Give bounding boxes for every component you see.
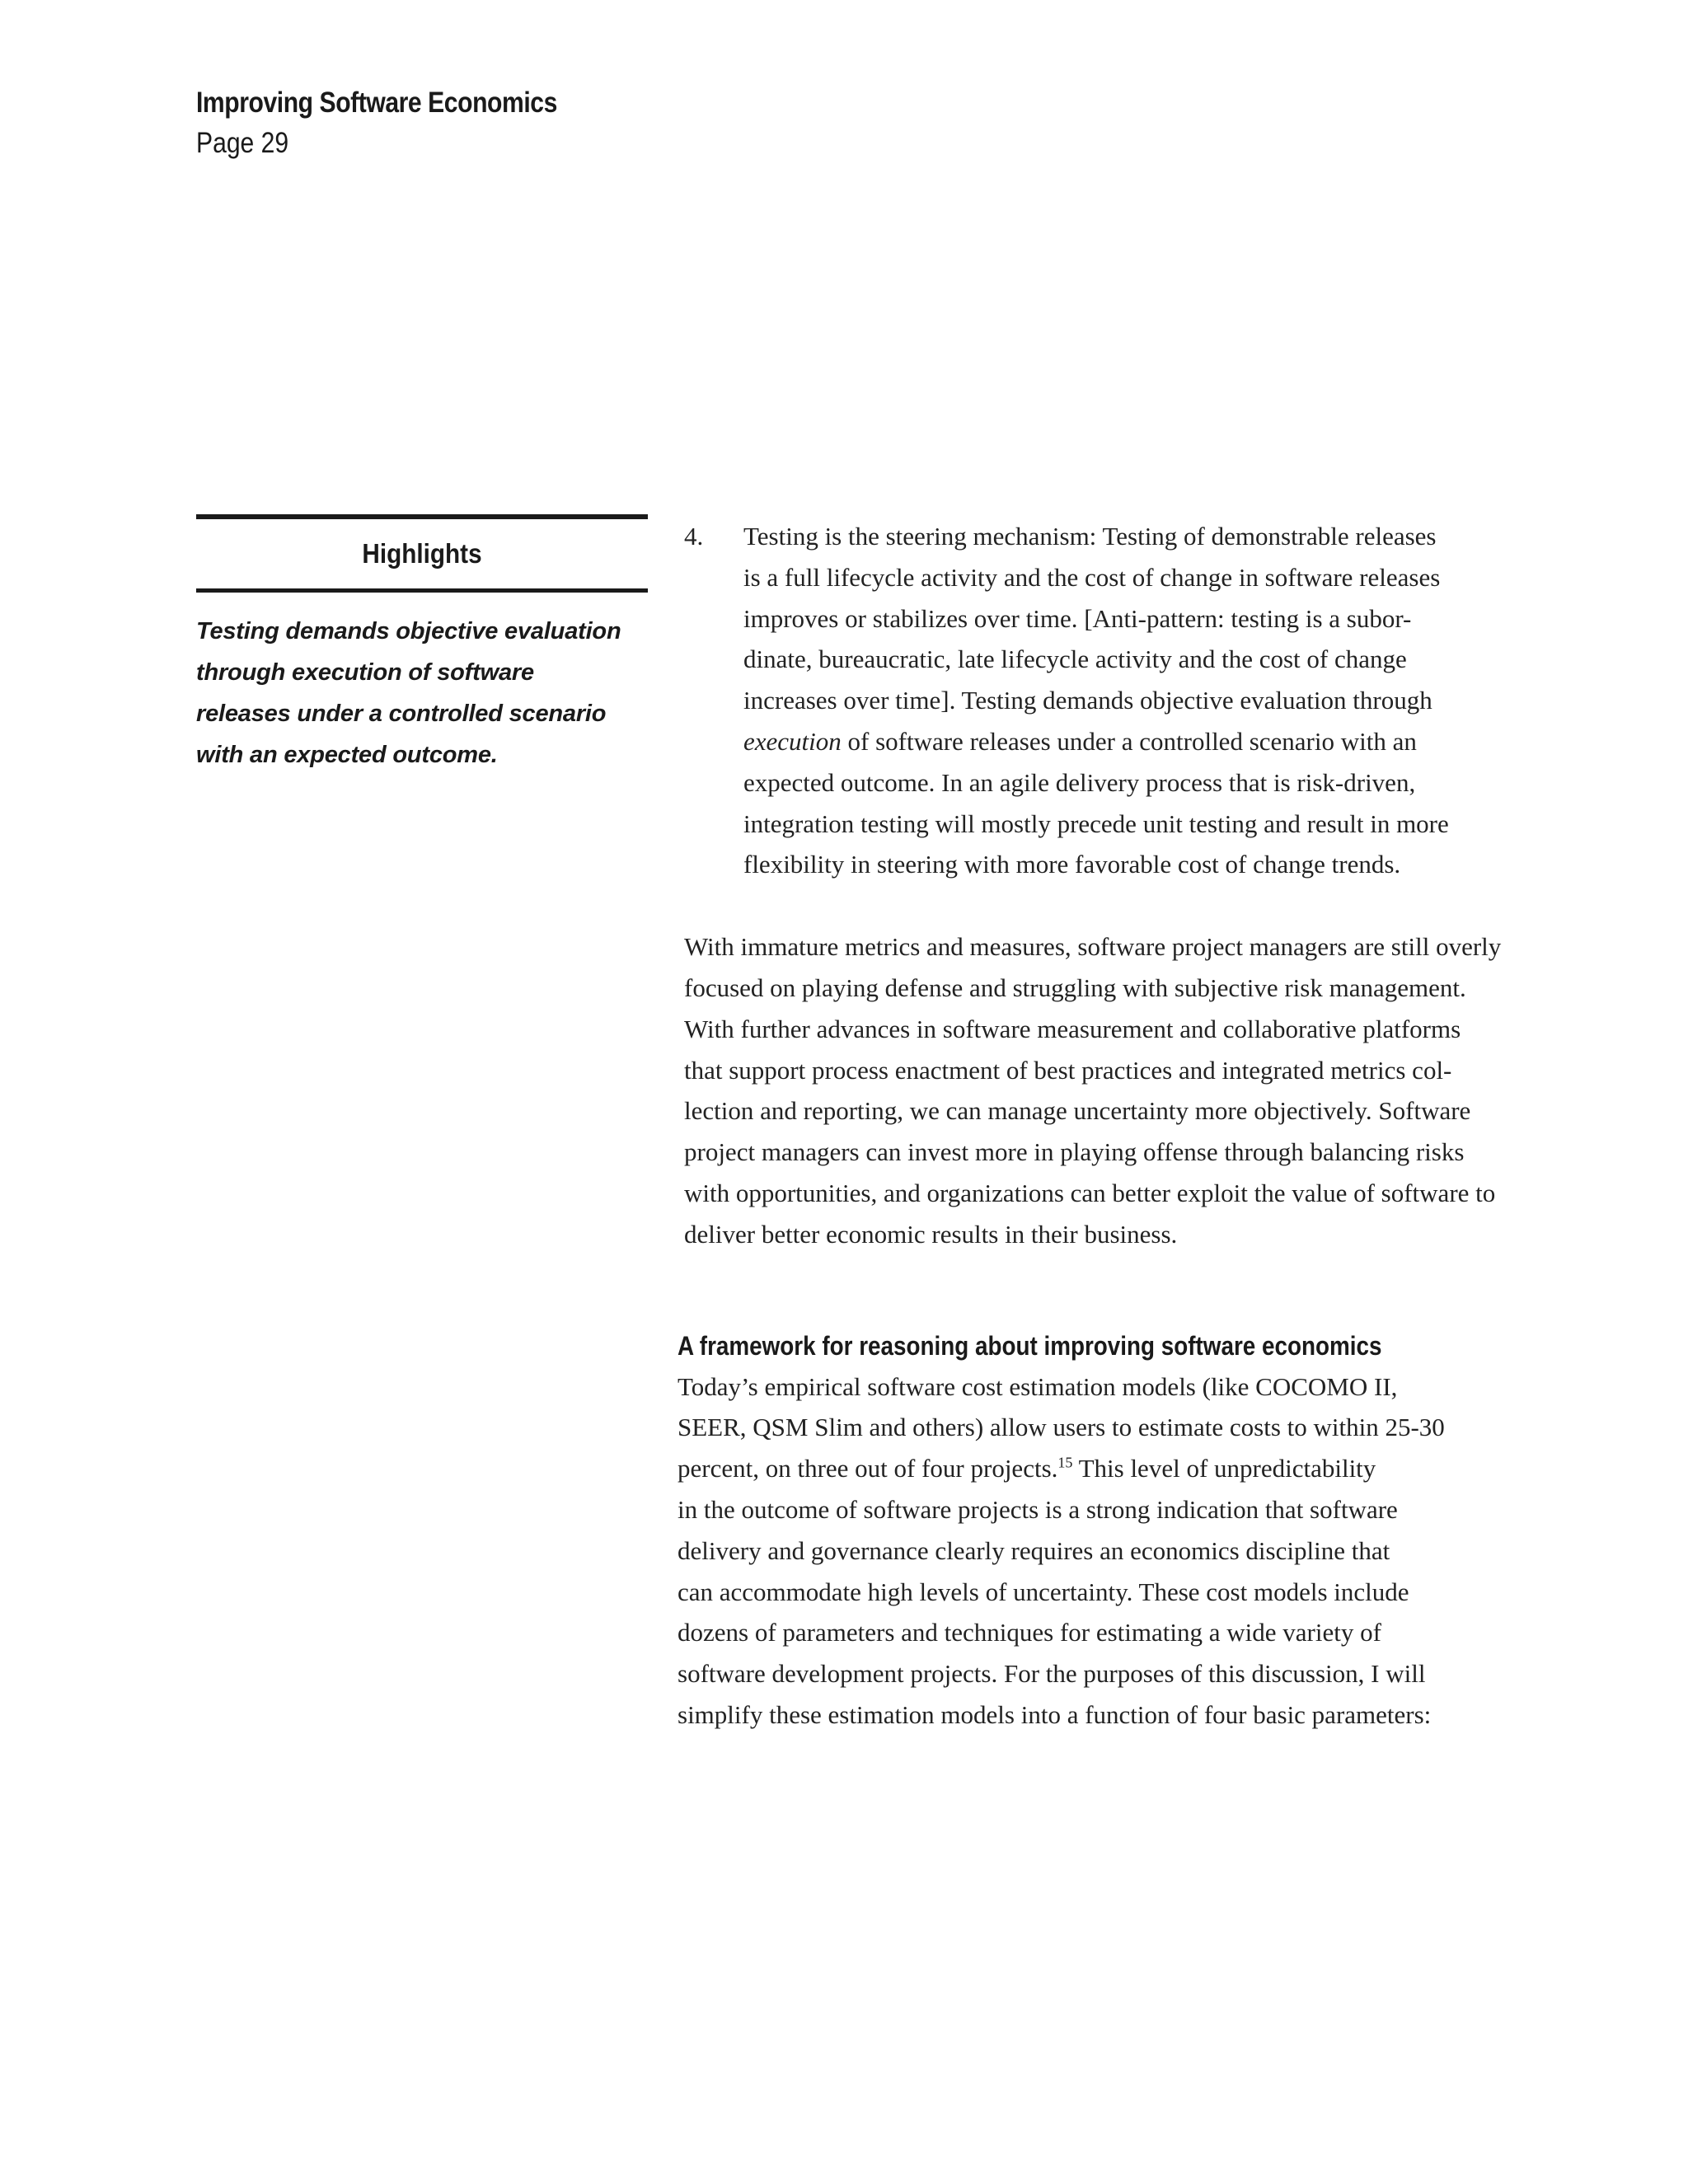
main-content [678,516,1592,1736]
list-line: Testing is the steering mechanism: Testing of demonstrable releases [743,522,1437,551]
paragraph-line: deliver better economic results in their business. [684,1219,1178,1249]
list-line-rest: of software releases under a controlled scenario with an [841,726,1417,756]
list-line: increases over time]. Testing demands objective evaluation through [743,686,1432,715]
highlights-sidebar [196,514,648,776]
list-line [743,721,1592,762]
list-line: flexibility in steering with more favorable cost of change trends. [743,850,1401,879]
framework-section [678,1325,1592,1736]
running-header [196,82,616,163]
paragraph-line: with opportunities, and organizations can better exploit the value of software to [684,1178,1496,1207]
paragraph-line: that support process enactment of best practices and integrated metrics col- [684,1055,1452,1085]
paragraph-line: project managers can invest more in playing offense through balancing risks [684,1137,1465,1167]
numbered-list-item [684,516,1592,885]
section-line: software development projects. For the purposes of this discussion, I will [678,1659,1426,1689]
section-line: SEER, QSM Slim and others) allow users to estimate costs to within 25-30 [678,1413,1445,1442]
section-line: simplify these estimation models into a function of four basic parameters: [678,1699,1432,1729]
section-line: dozens of parameters and techniques for estimating a wide variety of [678,1618,1381,1647]
section-heading: A framework for reasoning about improving software economics [678,1330,1382,1361]
list-number: 4. [684,522,704,551]
footnote-reference: 15 [1057,1454,1073,1471]
list-line: integration testing will mostly precede unit testing and result in more [743,808,1449,838]
highlight-line: Testing demands objective evaluation [196,618,621,644]
highlight-line: releases under a controlled scenario [196,701,607,727]
sidebar-heading: Highlights [362,538,482,569]
list-line: expected outcome. In an agile delivery process that is risk-driven, [743,767,1416,797]
section-line [678,1448,1592,1489]
list-line: dinate, bureaucratic, late lifecycle activity and the cost of change [743,644,1407,674]
paragraph-line: focused on playing defense and struggling with subjective risk management. [684,972,1466,1002]
highlight-line: with an expected outcome. [196,742,498,768]
sidebar-bottom-rule [196,588,648,593]
body-paragraph [684,926,1592,1254]
section-line-end: This level of unpredictability [1072,1454,1376,1483]
highlight-line: through execution of software [196,659,534,686]
list-line: is a full lifecycle activity and the cost of change in software releases [743,562,1441,592]
paragraph-line: With immature metrics and measures, software project managers are still overly [684,932,1502,962]
paragraph-line: With further advances in software measurement and collaborative platforms [684,1014,1461,1043]
page-number: Page 29 [196,127,289,159]
list-line: improves or stabilizes over time. [Anti-pattern: testing is a subor- [743,603,1412,633]
section-line: can accommodate high levels of uncertainty. These cost models include [678,1577,1409,1606]
section-line-start: percent, on three out of four projects. [678,1454,1058,1483]
paragraph-line: lection and reporting, we can manage uncertainty more objectively. Software [684,1096,1471,1126]
highlight-text [196,611,648,776]
section-line: in the outcome of software projects is a strong indication that software [678,1494,1398,1524]
section-line: Today’s empirical software cost estimation models (like COCOMO II, [678,1371,1398,1401]
section-line: delivery and governance clearly requires an economics discipline that [678,1535,1390,1565]
emphasized-word: execution [743,726,842,756]
document-title: Improving Software Economics [196,87,557,119]
